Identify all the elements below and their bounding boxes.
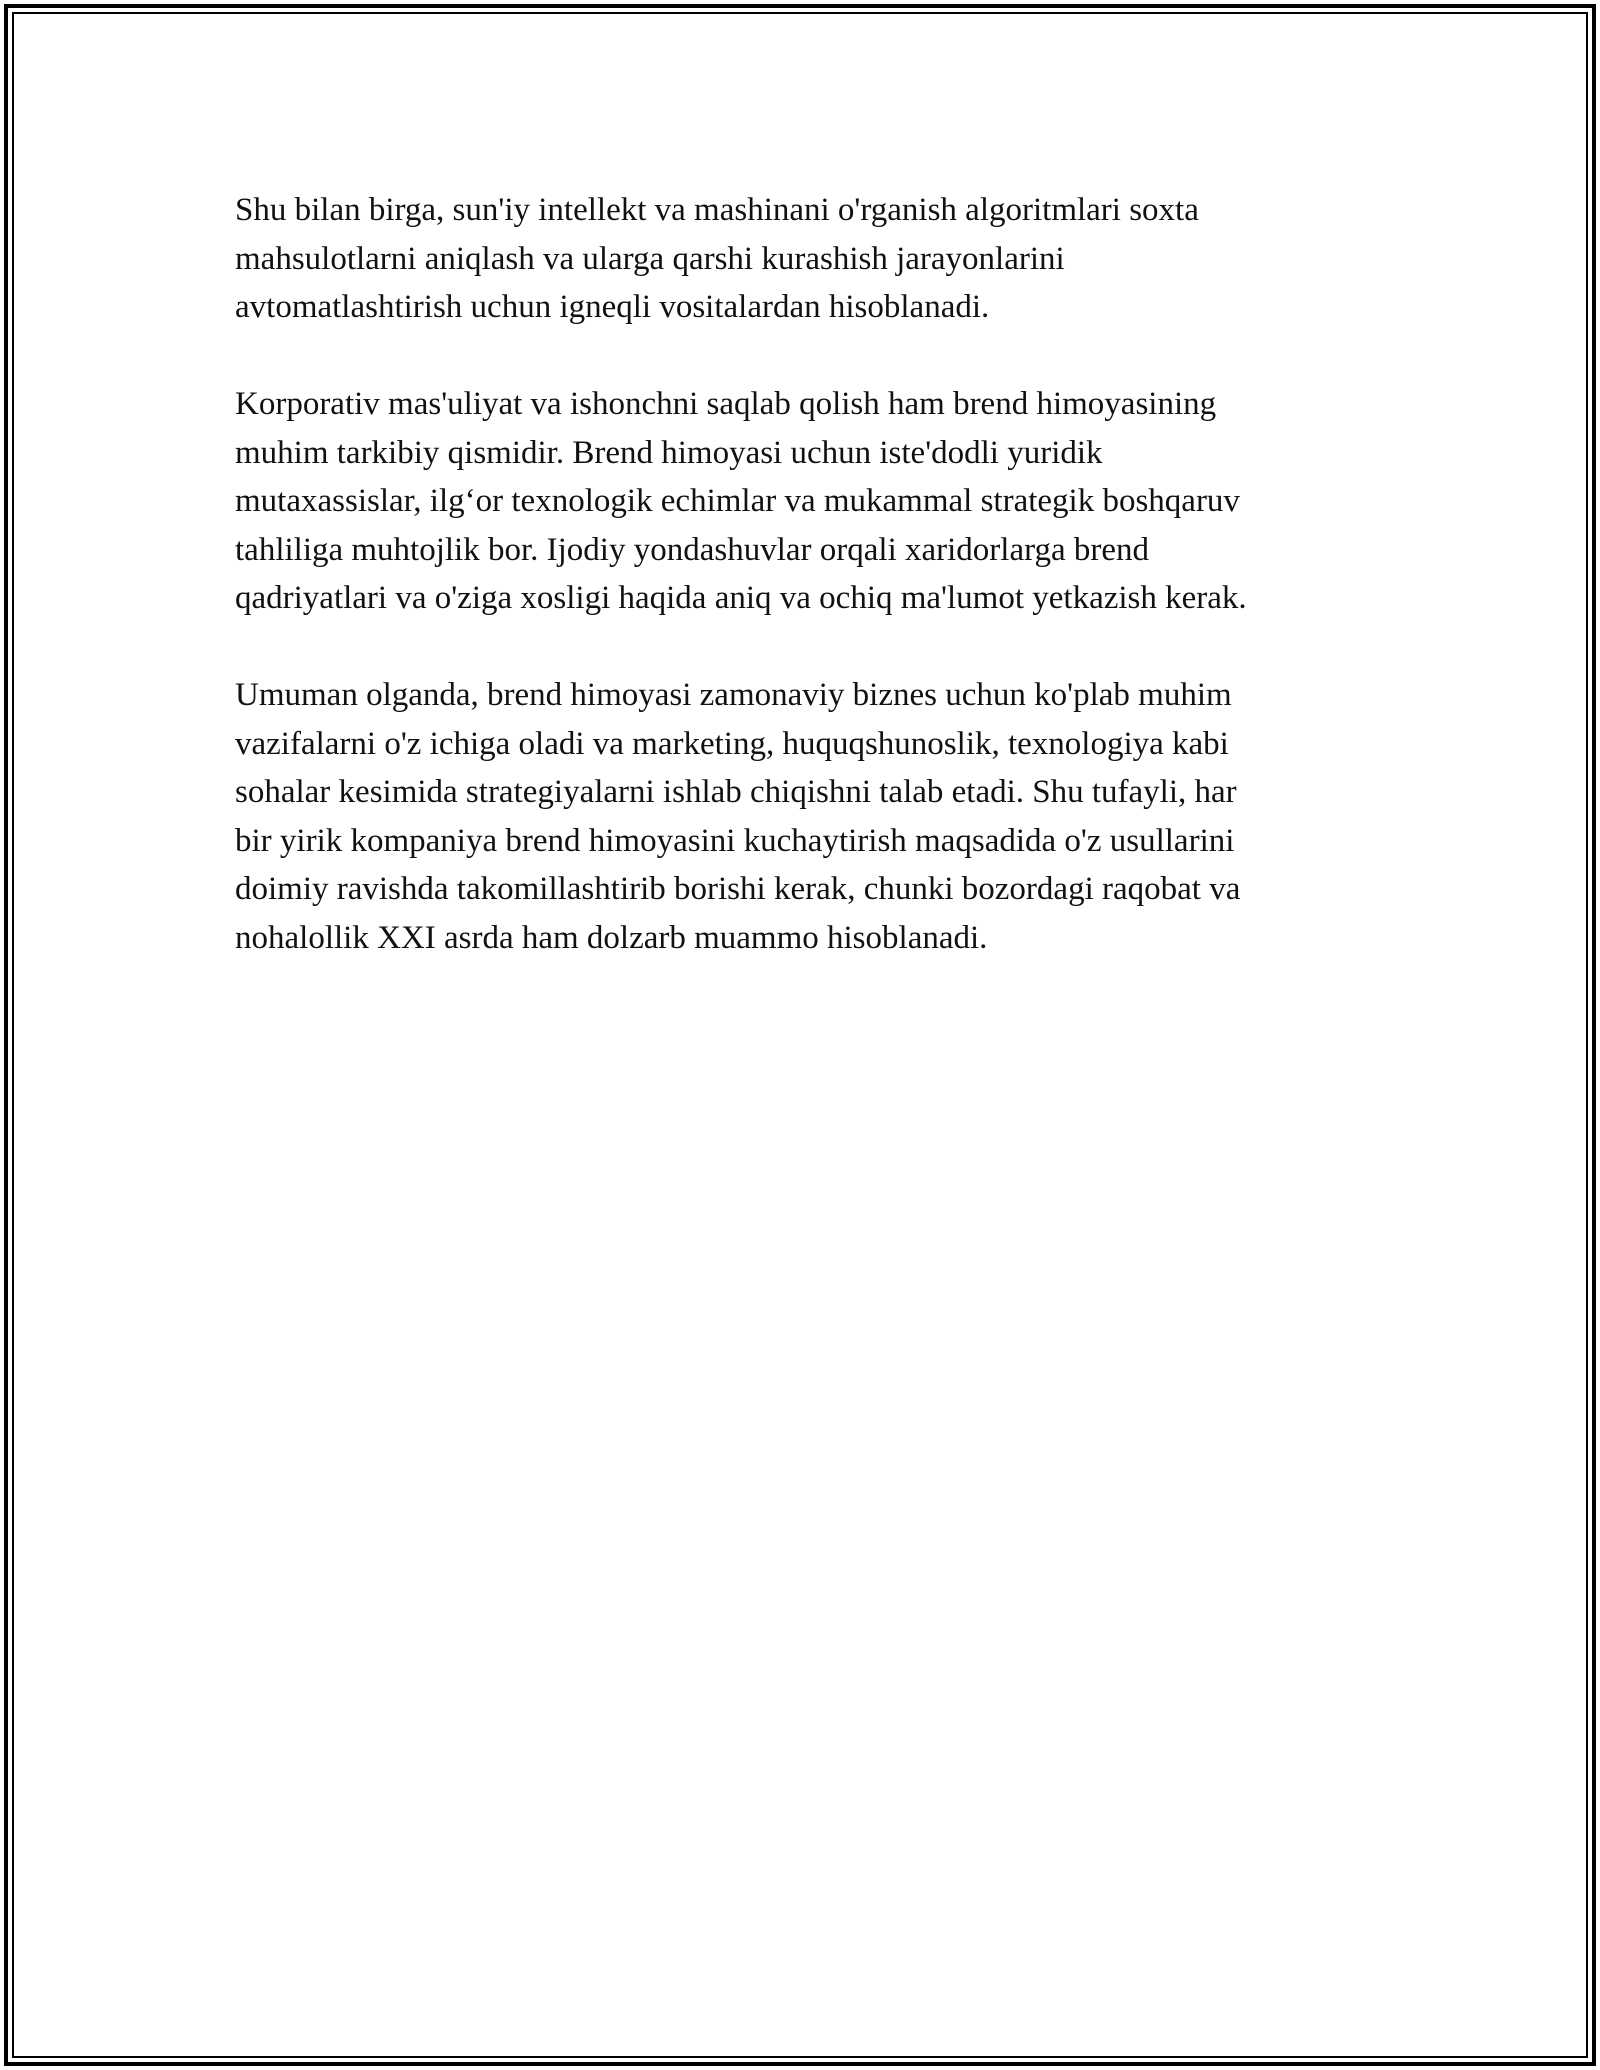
paragraph-line: nohalollik XXI asrda ham dolzarb muammo hisoblanadi. <box>235 919 988 956</box>
paragraph-line: Korporativ mas'uliyat va ishonchni saqlab qolish ham brend himoyasining <box>235 386 1217 422</box>
paragraph-line: Shu bilan birga, sun'iy intellekt va mashinani o'rganish algoritmlari soxta <box>235 192 1199 228</box>
paragraph-line: vazifalarni o'z ichiga oladi va marketing, huquqshunoslik, texnologiya kabi <box>235 725 1229 762</box>
paragraph-line: tahliliga muhtojlik bor. Ijodiy yondashuvlar orqali xaridorlarga brend <box>235 531 1150 568</box>
paragraph-line: sohalar kesimida strategiyalarni ishlab chiqishni talab etadi. Shu tufayli, har <box>235 774 1237 810</box>
document-body <box>235 186 1375 1011</box>
paragraph-line: bir yirik kompaniya brend himoyasini kuchaytirish maqsadida o'z usullarini <box>235 822 1235 859</box>
paragraph-line: doimiy ravishda takomillashtirib borishi kerak, chunki bozordagi raqobat va <box>235 871 1241 907</box>
paragraph-1 <box>235 186 1375 332</box>
paragraph-line: muhim tarkibiy qismidir. Brend himoyasi uchun iste'dodli yuridik <box>235 434 1103 471</box>
paragraph-2 <box>235 380 1375 623</box>
paragraph-line: mahsulotlarni aniqlash va ularga qarshi kurashish jarayonlarini <box>235 240 1065 277</box>
paragraph-line: avtomatlashtirish uchun igneqli vositalardan hisoblanadi. <box>235 289 990 325</box>
paragraph-line: Umuman olganda, brend himoyasi zamonaviy biznes uchun ko'plab muhim <box>235 677 1232 713</box>
paragraph-line: mutaxassislar, ilg‘or texnologik echimlar va mukammal strategik boshqaruv <box>235 483 1240 519</box>
paragraph-3 <box>235 671 1375 962</box>
paragraph-line: qadriyatlari va o'ziga xosligi haqida aniq va ochiq ma'lumot yetkazish kerak. <box>235 580 1247 616</box>
